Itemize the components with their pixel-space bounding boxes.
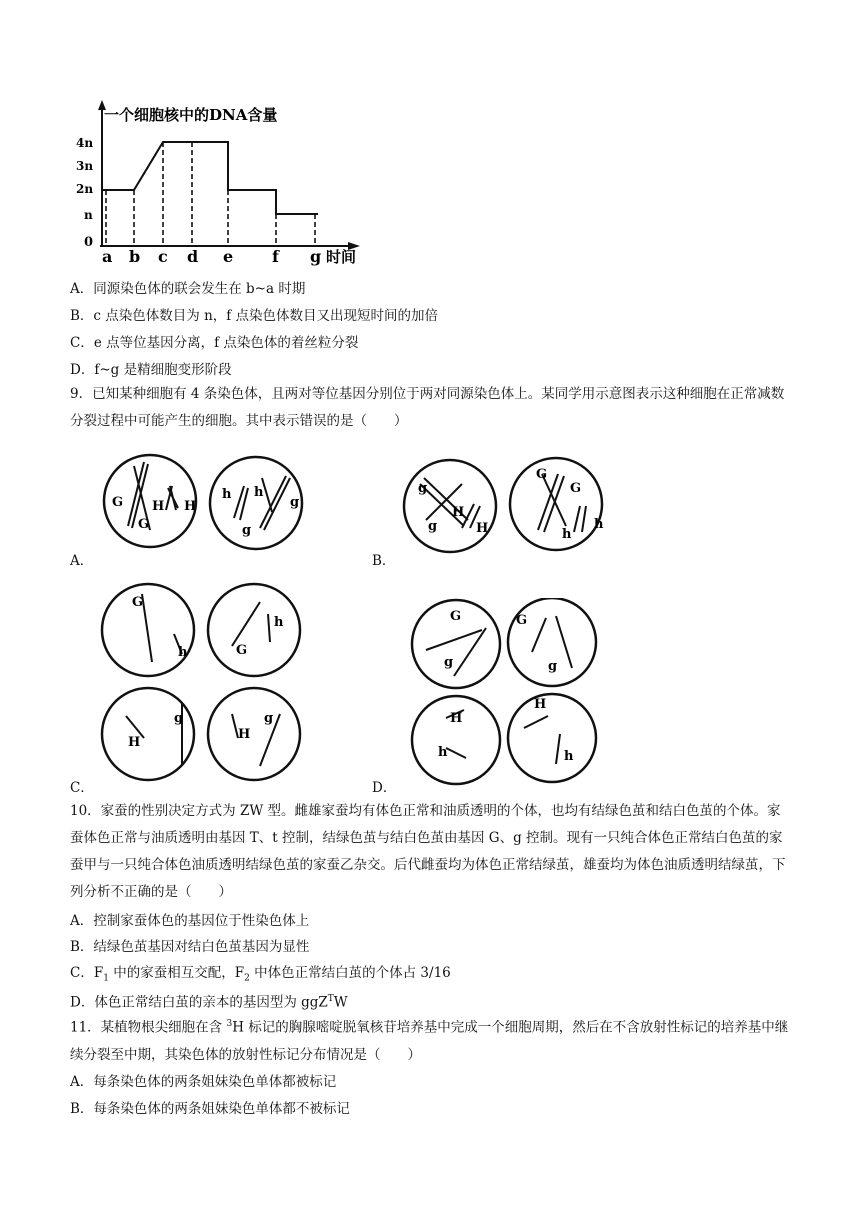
x-tick-a: a xyxy=(102,247,113,266)
cell-letter: H xyxy=(534,697,547,712)
cell-letter: G xyxy=(516,613,528,628)
q9-label-b: B． xyxy=(372,553,396,569)
x-tick-c: c xyxy=(158,247,168,266)
q10-stem: 10．家蚕的性别决定方式为 ZW 型。雌雄家蚕均有体色正常和油质透明的个体，也均有结绿色茧和结白色茧的个体。家蚕体色正常与油质透明由基因 T、t 控制，结绿色茧与结白色茧由基因 G、g 控制。现有一只纯合体色正常结白色茧的家蚕甲与一只纯合体色油质透明结绿色茧的家蚕乙杂交。后代雌蚕均为体色正常结绿茧，雄蚕均为体色油质透明结绿茧，下列分析不正确的是（ ） xyxy=(70,803,786,900)
cell-letter: g xyxy=(264,711,274,726)
x-tick-d: d xyxy=(187,247,199,266)
cell-letter: H xyxy=(152,499,165,514)
y-tick-n: n xyxy=(84,208,93,222)
y-tick-0: 0 xyxy=(84,235,94,250)
q9-figure-d xyxy=(406,598,616,790)
cell-letter: h xyxy=(178,645,188,660)
q8-option-c[interactable]: C．e 点等位基因分离，f 点染色体的着丝粒分裂 xyxy=(70,335,359,351)
y-tick-4n: 4n xyxy=(76,136,94,150)
q9-stem: 9．已知某种细胞有 4 条染色体，且两对等位基因分别位于两对同源染色体上。某同学用示意图表示这种细胞在正常减数分裂过程中可能产生的细胞。其中表示错误的是（ ） xyxy=(70,386,785,429)
cell-letter: g xyxy=(290,495,300,510)
cell-letter: G xyxy=(138,517,150,532)
cell-letter: h xyxy=(254,485,264,500)
cell-letter: G xyxy=(570,481,582,496)
graph-title: 一个细胞核中的DNA含量 xyxy=(104,106,278,124)
y-tick-3n: 3n xyxy=(76,159,94,173)
cell-letter: H xyxy=(452,505,465,520)
cell-letter: g xyxy=(174,711,184,726)
cell-letter: G xyxy=(450,609,462,624)
q10-option-c[interactable]: C．$F_1$ 中的家蚕相互交配，$F_2$ 中体色正常结白茧的个体占 3/16 xyxy=(70,965,451,984)
q9-figure-c xyxy=(98,580,308,786)
cell-letter: h xyxy=(274,615,284,630)
cell-letter: G xyxy=(112,495,124,510)
y-tick-2n: 2n xyxy=(76,182,94,196)
cell-letter: h xyxy=(562,527,572,542)
cell-letter: G xyxy=(536,467,548,482)
x-tick-g: g xyxy=(310,247,322,266)
cell-letter: H xyxy=(184,499,197,514)
cell-letter: g xyxy=(444,655,454,670)
q9-label-a: A． xyxy=(70,553,94,569)
cell-letter: h xyxy=(222,487,232,502)
cell-letter: g xyxy=(242,523,252,538)
q9-figure-b xyxy=(398,448,618,558)
q9-label-d: D． xyxy=(372,780,397,796)
q10-option-a[interactable]: A．控制家蚕体色的基因位于性染色体上 xyxy=(70,913,310,929)
cell-letter: g xyxy=(428,519,438,534)
x-tick-e: e xyxy=(223,247,234,266)
cell-letter: H xyxy=(238,727,251,742)
cell-letter: H xyxy=(450,711,463,726)
cell-letter: H xyxy=(476,521,489,536)
q8-option-a[interactable]: A．同源染色体的联会发生在 b~a 时期 xyxy=(70,281,306,297)
dna-content-graph xyxy=(70,96,370,268)
cell-letter: G xyxy=(132,595,144,610)
x-tick-b: b xyxy=(129,247,141,266)
cell-letter: g xyxy=(418,481,428,496)
q10-option-b[interactable]: B．结绿色茧基因对结白色茧基因为显性 xyxy=(70,939,310,955)
cell-letter: h xyxy=(438,745,448,760)
cell-letter: h xyxy=(594,517,604,532)
q8-option-d[interactable]: D．f~g 是精细胞变形阶段 xyxy=(70,362,232,378)
x-axis-label: 时间 xyxy=(326,248,357,266)
x-tick-f: f xyxy=(272,247,279,266)
q8-option-b[interactable]: B．c 点染色体数目为 n，f 点染色体数目又出现短时间的加倍 xyxy=(70,308,439,324)
cell-letter: g xyxy=(548,659,558,674)
dna-curve xyxy=(102,142,318,214)
q11-option-a[interactable]: A．每条染色体的两条姐妹染色单体都被标记 xyxy=(70,1074,337,1090)
q10-option-d[interactable]: D．体色正常结白茧的亲本的基因型为 ggZ$^T$W xyxy=(70,994,348,1011)
cell-letter: H xyxy=(128,735,141,750)
q11-stem: 11．某植物根尖细胞在含 $^3$H 标记的胸腺嘧啶脱氧核苷培养基中完成一个细胞周期，然后在不含放射性标记的培养基中继续分裂至中期，其染色体的放射性标记分布情况是（ ） xyxy=(70,1019,789,1063)
q9-label-c: C． xyxy=(70,780,94,796)
q11-option-b[interactable]: B．每条染色体的两条姐妹染色单体都不被标记 xyxy=(70,1101,350,1117)
q9-figure-a xyxy=(98,448,318,558)
cell-letter: G xyxy=(236,643,248,658)
cell-letter: h xyxy=(564,749,574,764)
